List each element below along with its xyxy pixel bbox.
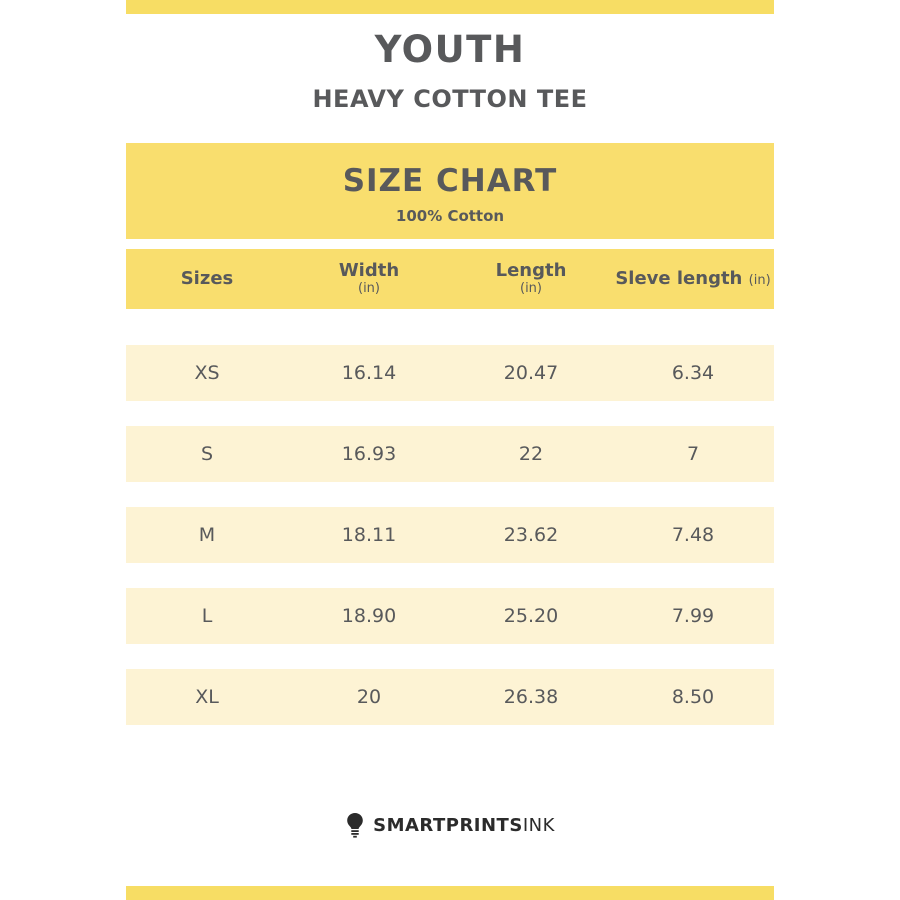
- cell-length: 25.20: [503, 605, 559, 627]
- bottom-accent-bar: [126, 886, 774, 900]
- cell-length: 26.38: [503, 686, 559, 708]
- column-header-length-label: Length: [495, 260, 567, 282]
- cell-width: 18.90: [341, 605, 397, 627]
- cell-size: S: [200, 443, 214, 465]
- cell-size: XL: [195, 686, 219, 708]
- cell-width: 16.14: [341, 362, 397, 384]
- table-row: [126, 588, 774, 644]
- cell-sleeve: 7.99: [671, 605, 715, 627]
- column-header-sizes-label: Sizes: [180, 267, 234, 289]
- banner-subtitle: 100% Cotton: [395, 207, 505, 225]
- column-header-length-unit: (in): [520, 280, 542, 296]
- cell-sleeve: 6.34: [671, 362, 715, 384]
- table-row: [126, 345, 774, 401]
- column-header-sleeve-length-label: Sleve length: [615, 267, 743, 289]
- column-header-sizes: [126, 269, 288, 290]
- brand-name-bold: SMARTPRINTS: [373, 814, 523, 836]
- cell-sleeve: 8.50: [671, 686, 715, 708]
- table-body: [126, 345, 774, 750]
- lightbulb-icon: [345, 812, 365, 838]
- cell-sleeve: 7.48: [671, 524, 715, 546]
- cell-width: 16.93: [341, 443, 397, 465]
- table-row: [126, 426, 774, 482]
- footer-logo: [0, 812, 900, 838]
- cell-length: 23.62: [503, 524, 559, 546]
- column-header-sleeve-length: [612, 269, 774, 290]
- page-subtitle: HEAVY COTTON TEE: [312, 84, 588, 113]
- banner-title: SIZE CHART: [342, 163, 558, 199]
- table-row: [126, 669, 774, 725]
- cell-sleeve: 7: [686, 443, 700, 465]
- column-header-length: [450, 261, 612, 297]
- page-title: YOUTH: [374, 28, 526, 71]
- column-header-width-unit: (in): [358, 280, 380, 296]
- cell-size: XS: [194, 362, 220, 384]
- top-accent-bar: [126, 0, 774, 14]
- table-header-row: [126, 249, 774, 309]
- size-chart-banner: [126, 143, 774, 239]
- column-header-width: [288, 261, 450, 297]
- cell-width: 18.11: [341, 524, 397, 546]
- cell-length: 20.47: [503, 362, 559, 384]
- cell-size: L: [201, 605, 213, 627]
- column-header-sleeve-length-unit: (in): [748, 272, 771, 288]
- cell-length: 22: [518, 443, 544, 465]
- cell-width: 20: [356, 686, 382, 708]
- brand-name-light: INK: [522, 814, 555, 836]
- table-row: [126, 507, 774, 563]
- brand-name: [373, 815, 555, 836]
- cell-size: M: [198, 524, 216, 546]
- header-titles: [126, 30, 774, 113]
- column-header-width-label: Width: [338, 260, 400, 282]
